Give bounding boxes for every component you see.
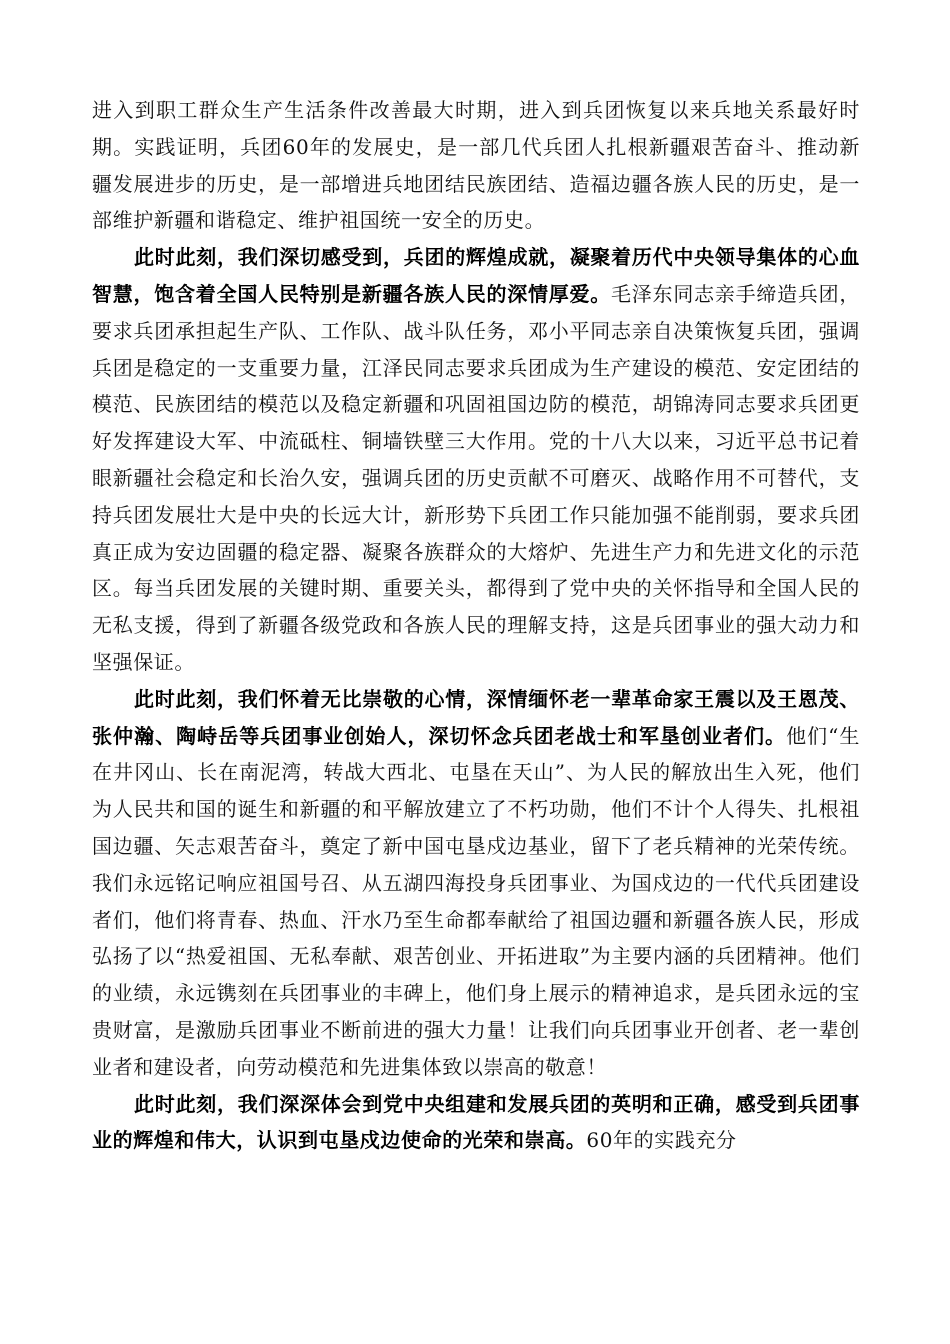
paragraph-1-text: 进入到职工群众生产生活条件改善最大时期，进入到兵团恢复以来兵地关系最好时期。实践证明，兵团60年的发展史，是一部几代兵团人扎根新疆艰苦奋斗、推动新疆发展进步的历史，是一部增进兵地团结民族团结、造福边疆各族人民的历史，是一部维护新疆和谐稳定、维护祖国统一安全的历史。 (92, 98, 860, 233)
document-body (92, 92, 860, 1159)
paragraph-2 (92, 239, 860, 681)
paragraph-4-text: 60年的实践充分 (586, 1128, 737, 1153)
paragraph-2-text: 毛泽东同志亲手缔造兵团，要求兵团承担起生产队、工作队、战斗队任务，邓小平同志亲自决策恢复兵团，强调兵团是稳定的一支重要力量，江泽民同志要求兵团成为生产建设的模范、安定团结的模范、民族团结的模范以及稳定新疆和巩固祖国边防的模范，胡锦涛同志要求兵团更好发挥建设大军、中流砥柱、铜墙铁壁三大作用。党的十八大以来，习近平总书记着眼新疆社会稳定和长治久安，强调兵团的历史贡献不可磨灭、战略作用不可替代，支持兵团发展壮大是中央的长远大计，新形势下兵团工作只能加强不能削弱，要求兵团真正成为安边固疆的稳定器、凝聚各族群众的大熔炉、先进生产力和先进文化的示范区。每当兵团发展的关键时期、重要关头，都得到了党中央的关怀指导和全国人民的无私支援，得到了新疆各级党政和各族人民的理解支持，这是兵团事业的强大动力和坚强保证。 (92, 281, 861, 674)
paragraph-4 (92, 1086, 860, 1160)
paragraph-4-lead: 此时此刻，我们深深体会到党中央组建和发展兵团的英明和正确，感受到兵团事业的辉煌和伟大，认识到屯垦戍边使命的光荣和崇高。 (92, 1091, 860, 1153)
paragraph-3 (92, 681, 860, 1086)
paragraph-1 (92, 92, 860, 239)
paragraph-3-lead: 此时此刻，我们怀着无比崇敬的心情，深情缅怀老一辈革命家王震以及王恩茂、张仲瀚、陶峙岳等兵团事业创始人，深切怀念兵团老战士和军垦创业者们。 (92, 686, 860, 748)
paragraph-2-lead: 此时此刻，我们深切感受到，兵团的辉煌成就，凝聚着历代中央领导集体的心血智慧，饱含着全国人民特别是新疆各族人民的深情厚爱。 (92, 245, 860, 306)
paragraph-3-text: 他们“生在井冈山、长在南泥湾，转战大西北、屯垦在天山”、为人民的解放出生入死，他们为人民共和国的诞生和新疆的和平解放建立了不朽功勋，他们不计个人得失、扎根祖国边疆、矢志艰苦奋斗，奠定了新中国屯垦戍边基业，留下了老兵精神的光荣传统。我们永远铭记响应祖国号召、从五湖四海投身兵团事业、为国戍边的一代代兵团建设者们，他们将青春、热血、汗水乃至生命都奉献给了祖国边疆和新疆各族人民，形成弘扬了以“热爱祖国、无私奉献、艰苦创业、开拓进取”为主要内涵的兵团精神。他们的业绩，永远镌刻在兵团事业的丰碑上，他们身上展示的精神追求，是兵团永远的宝贵财富，是激励兵团事业不断前进的强大力量！让我们向兵团事业开创者、老一辈创业者和建设者，向劳动模范和先进集体致以崇高的敬意！ (92, 723, 860, 1079)
